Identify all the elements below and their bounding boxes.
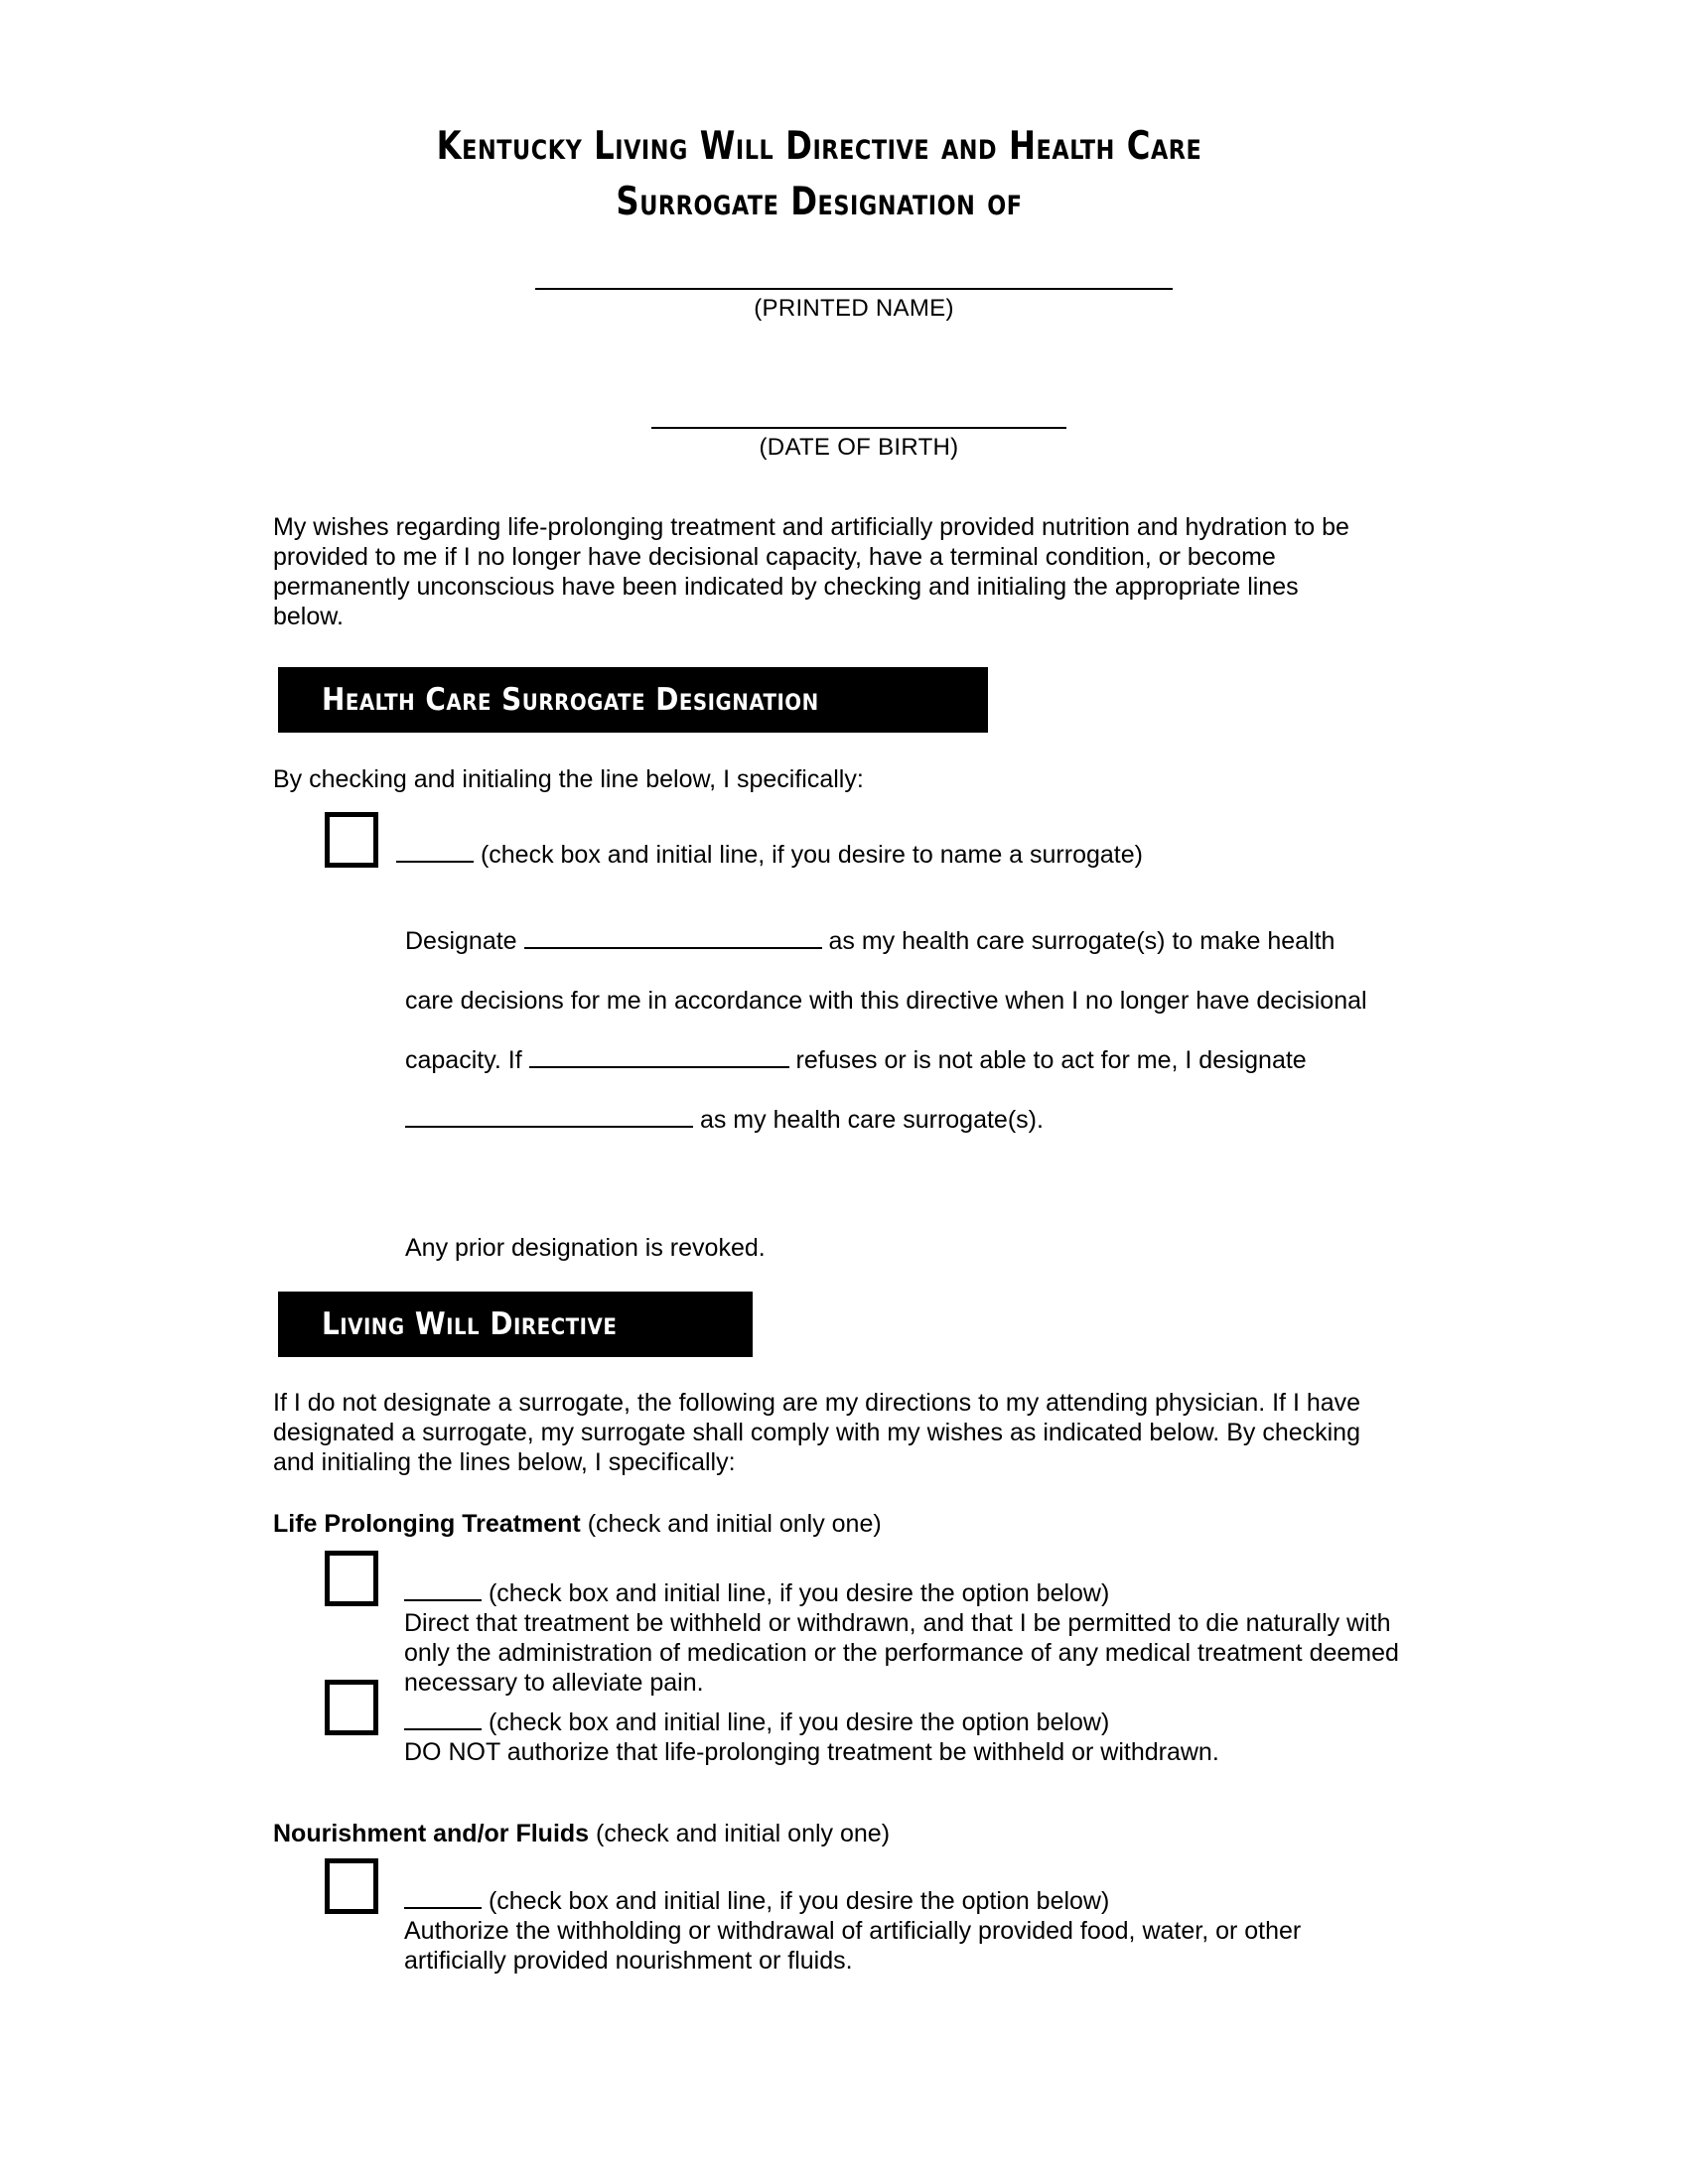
option-withhold-treatment-note: (check box and initial line, if you desire the option below) <box>488 1579 1110 1607</box>
designate-paragraph <box>405 911 1368 1150</box>
page-title-line-1: Kentucky Living Will Directive and Health Care <box>436 124 1202 169</box>
date-of-birth-caption: (DATE OF BIRTH) <box>759 434 959 461</box>
option-authorize-withholding-nourishment[interactable] <box>325 1858 1417 2017</box>
page-title-line-2: Surrogate Designation of <box>616 180 1023 224</box>
section-header-living-will-directive-label: Living Will Directive <box>322 1306 618 1342</box>
initial-line-surrogate[interactable] <box>396 844 474 863</box>
page-title <box>322 119 1318 230</box>
option-do-not-authorize-description: DO NOT authorize that life-prolonging treatment be withheld or withdrawn. <box>404 1738 1219 1766</box>
heading-nourishment-and-fluids <box>273 1819 1365 1848</box>
checkbox-do-not-authorize[interactable] <box>325 1680 378 1735</box>
heading-nourishment-and-fluids-rest: (check and initial only one) <box>589 1820 891 1847</box>
heading-life-prolonging-treatment-rest: (check and initial only one) <box>580 1510 882 1538</box>
living-will-lead-in-text: If I do not designate a surrogate, the following are my directions to my attending physician. If I have designated a surrogate, my surrogate shall comply with my wishes as indicated below. By checking and initialing the lines below, I specifically: <box>273 1389 1361 1476</box>
option-do-not-authorize-note: (check box and initial line, if you desire the option below) <box>488 1708 1110 1736</box>
intro-paragraph: My wishes regarding life-prolonging treatment and artificially provided nutrition and hydration to be provided to me if I no longer have decisional capacity, have a terminal condition, or become permanently unconscious have been indicated by checking and initialing the appropriate lines below. <box>273 513 1349 630</box>
heading-nourishment-and-fluids-strong: Nourishment and/or Fluids <box>273 1820 590 1847</box>
surrogate-option-note-row <box>396 840 1143 870</box>
initial-line-authorize-withholding-nourishment[interactable] <box>404 1890 482 1909</box>
initial-line-withhold-treatment[interactable] <box>404 1582 482 1601</box>
designate-text-1: Designate <box>405 927 517 955</box>
designate-text-2: as my health care surrogate(s) to make health care decisions for me in accordance with this directive when I no longer have decisional capacity. If <box>405 927 1367 1074</box>
section-header-surrogate-designation <box>278 667 988 733</box>
surrogate-name-blank-3[interactable] <box>405 1109 693 1128</box>
option-do-not-authorize-note-row <box>404 1707 1109 1737</box>
designate-text-3: refuses or is not able to act for me, I designate <box>795 1046 1307 1074</box>
surrogate-option-note: (check box and initial line, if you desire to name a surrogate) <box>480 841 1143 869</box>
designate-text-4: as my health care surrogate(s). <box>699 1106 1044 1134</box>
surrogate-lead-in-text: By checking and initialing the line below, I specifically: <box>273 765 864 793</box>
surrogate-name-blank-2[interactable] <box>529 1049 789 1068</box>
option-do-not-authorize[interactable] <box>325 1680 1417 1809</box>
checkbox-name-surrogate[interactable] <box>325 812 378 868</box>
prior-designation-revoked-text: Any prior designation is revoked. <box>405 1234 766 1262</box>
printed-name-caption: (PRINTED NAME) <box>754 295 954 322</box>
option-withhold-treatment-description: Direct that treatment be withheld or withdrawn, and that I be permitted to die naturally with only the administration of medication or the performance of any medical treatment deemed necessary to alleviate pain. <box>404 1609 1399 1697</box>
option-withhold-treatment-note-row <box>404 1578 1109 1608</box>
heading-life-prolonging-treatment <box>273 1509 1365 1539</box>
section-header-living-will-directive <box>278 1292 753 1357</box>
heading-life-prolonging-treatment-strong: Life Prolonging Treatment <box>273 1510 581 1538</box>
checkbox-withhold-treatment[interactable] <box>325 1551 378 1606</box>
option-authorize-withholding-nourishment-note: (check box and initial line, if you desire the option below) <box>488 1887 1110 1915</box>
checkbox-authorize-withholding-nourishment[interactable] <box>325 1858 378 1914</box>
date-of-birth-field[interactable] <box>556 427 1162 463</box>
initial-line-do-not-authorize[interactable] <box>404 1711 482 1730</box>
surrogate-designation-option[interactable] <box>325 812 1367 878</box>
option-authorize-withholding-nourishment-description: Authorize the withholding or withdrawal of artificially provided food, water, or other artificially provided nourishment or fluids. <box>404 1917 1302 1975</box>
section-header-surrogate-designation-label: Health Care Surrogate Designation <box>322 682 819 718</box>
surrogate-name-blank-1[interactable] <box>524 930 822 949</box>
printed-name-field[interactable] <box>467 288 1241 324</box>
option-authorize-withholding-nourishment-note-row <box>404 1886 1109 1916</box>
